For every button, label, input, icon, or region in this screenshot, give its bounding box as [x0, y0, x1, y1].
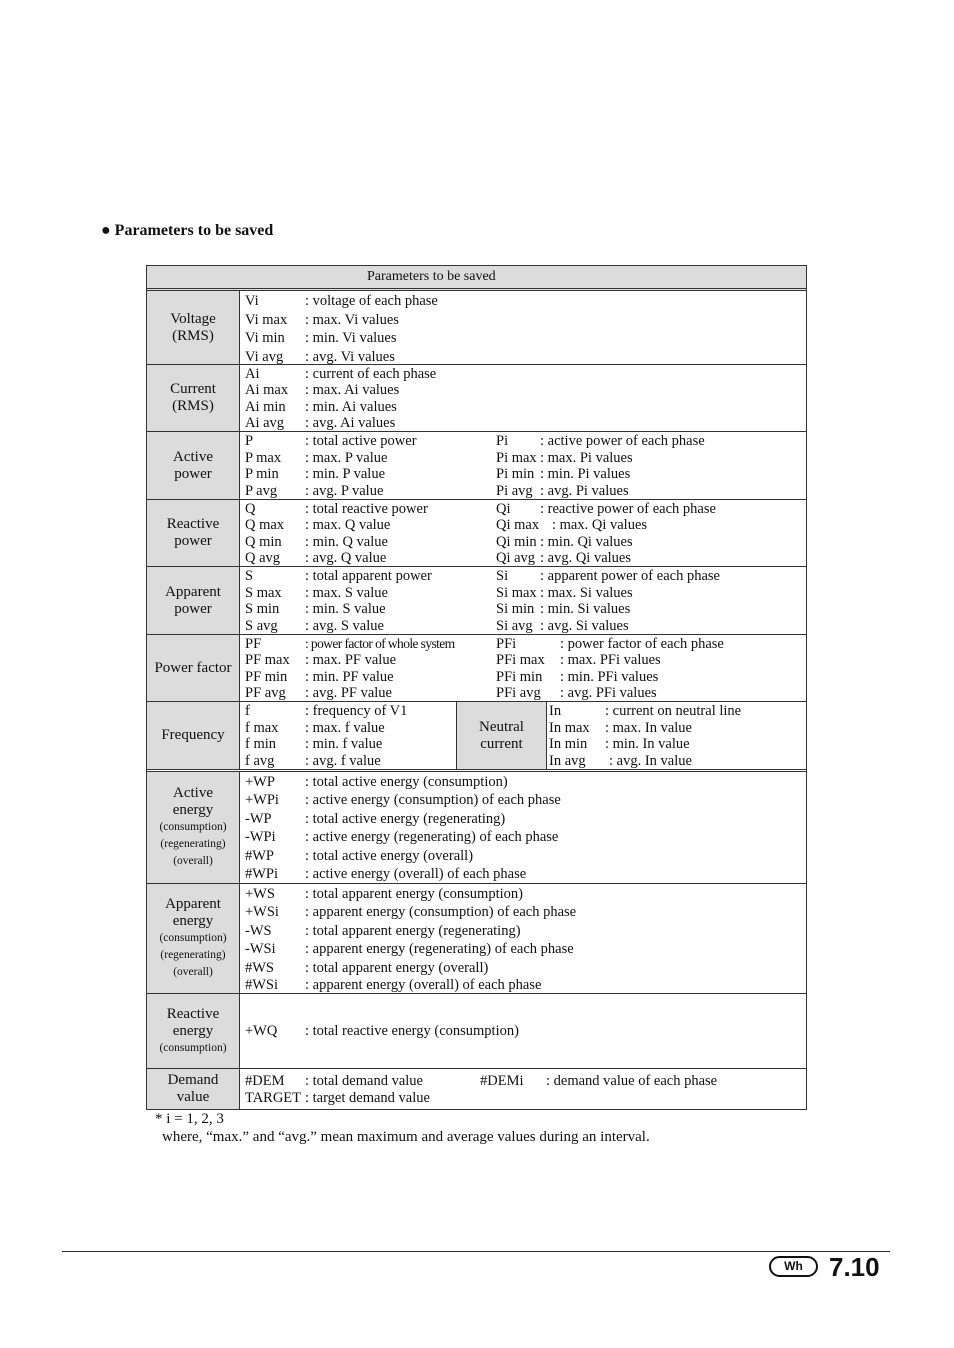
param-symbol: S	[245, 568, 254, 584]
param-desc: : min. Q value	[305, 534, 388, 550]
param-desc: : max. In value	[605, 720, 692, 736]
param-symbol: TARGET	[245, 1090, 302, 1106]
param-desc: : total apparent power	[305, 568, 432, 584]
parameter-cell	[240, 291, 806, 364]
param-desc: : min. P value	[305, 466, 386, 482]
param-desc: : min. Vi values	[305, 330, 397, 346]
category-label: power	[174, 533, 212, 549]
category-label: Demand	[167, 1072, 219, 1088]
param-symbol: PFi avg	[496, 685, 541, 701]
category-cell	[147, 1069, 240, 1109]
param-desc: : avg. PFi values	[560, 685, 657, 701]
param-symbol: Si max	[496, 585, 537, 601]
row-reactive-energy	[147, 994, 806, 1069]
param-desc: : max. Pi values	[540, 450, 633, 466]
parameter-cell	[240, 567, 806, 634]
footnote-definition: where, “max.” and “avg.” mean maximum and average values during an interval.	[162, 1129, 650, 1145]
param-symbol: f max	[245, 720, 279, 736]
param-desc: : min. PF value	[305, 669, 394, 685]
category-cell	[147, 567, 240, 634]
param-symbol: Si	[496, 568, 509, 584]
parameter-cell	[240, 365, 806, 431]
table-header-text: Parameters to be saved	[367, 269, 496, 284]
parameters-table	[146, 265, 807, 1110]
category-sublabel: (overall)	[173, 966, 213, 978]
param-desc: : avg. Ai values	[305, 415, 396, 431]
param-desc: : target demand value	[305, 1090, 430, 1106]
param-symbol: Qi max	[496, 517, 540, 533]
param-symbol: #WPi	[245, 866, 279, 882]
param-desc: : current of each phase	[305, 366, 437, 382]
parameter-cell	[240, 500, 806, 566]
param-symbol: Vi avg	[245, 349, 284, 365]
category-label: (RMS)	[172, 398, 214, 414]
category-label: value	[176, 1089, 210, 1105]
param-symbol: #DEMi	[480, 1073, 524, 1089]
category-label: Apparent	[165, 896, 221, 912]
category-cell	[147, 365, 240, 431]
param-desc: : max. Ai values	[305, 382, 400, 398]
param-desc: : active energy (consumption) of each phase	[305, 792, 561, 808]
param-symbol: In	[549, 703, 562, 719]
param-desc: : min. Ai values	[305, 399, 397, 415]
param-symbol: f min	[245, 736, 277, 752]
row-active-power	[147, 432, 806, 500]
category-sublabel: (regenerating)	[160, 949, 226, 961]
param-symbol: Pi avg	[496, 483, 533, 499]
param-desc: : min. Qi values	[540, 534, 633, 550]
param-symbol: -WS	[245, 923, 272, 939]
param-desc: : max. PFi values	[560, 652, 661, 668]
param-symbol: Qi min	[496, 534, 537, 550]
param-symbol: f avg	[245, 753, 275, 769]
param-desc: : total reactive power	[305, 501, 428, 517]
row-current	[147, 365, 806, 432]
param-symbol: +WQ	[245, 1023, 278, 1039]
category-label: power	[174, 465, 212, 482]
param-desc: : avg. Pi values	[540, 483, 629, 499]
param-desc: : total apparent energy (overall)	[305, 960, 489, 976]
param-symbol: PF	[245, 636, 262, 652]
param-symbol: PFi	[496, 636, 517, 652]
param-symbol: Q avg	[245, 550, 281, 566]
param-desc: : min. f value	[305, 736, 383, 752]
category-cell	[147, 772, 240, 883]
param-symbol: Pi max	[496, 450, 537, 466]
param-desc: : avg. Q value	[305, 550, 387, 566]
section-heading-text: Parameters to be saved	[114, 222, 274, 239]
param-desc: : apparent energy (overall) of each phase	[305, 977, 542, 993]
category-label: Neutral	[479, 718, 524, 735]
param-desc: : apparent energy (consumption) of each phase	[305, 904, 577, 920]
category-label: power	[174, 600, 212, 617]
section-heading	[101, 222, 273, 240]
param-desc: : min. Pi values	[540, 466, 631, 482]
param-desc: : max. S value	[305, 585, 388, 601]
param-symbol: P	[245, 433, 254, 449]
param-symbol: P avg	[245, 483, 278, 499]
row-demand-value	[147, 1069, 806, 1109]
param-desc: : avg. Qi values	[540, 550, 632, 566]
parameter-cell	[240, 772, 806, 883]
parameter-cell	[240, 635, 806, 701]
param-symbol: Ai avg	[245, 415, 285, 431]
param-symbol: #WS	[245, 960, 274, 976]
param-symbol: In min	[549, 736, 588, 752]
param-symbol: PF min	[245, 669, 288, 685]
param-desc: : demand value of each phase	[546, 1073, 718, 1089]
param-symbol: Ai max	[245, 382, 289, 398]
row-power-factor	[147, 635, 806, 702]
param-symbol: Ai	[245, 366, 260, 382]
param-desc: : total apparent energy (regenerating)	[305, 923, 521, 939]
parameter-cell	[240, 702, 806, 769]
param-desc: : power factor of whole system	[305, 636, 455, 651]
param-desc: : max. Q value	[305, 517, 391, 533]
parameter-cell	[240, 884, 806, 993]
param-symbol: PF max	[245, 652, 290, 668]
param-symbol: S avg	[245, 618, 278, 634]
param-desc: : max. f value	[305, 720, 385, 736]
param-symbol: +WP	[245, 774, 275, 790]
category-cell	[147, 994, 240, 1068]
param-desc: : avg. S value	[305, 618, 384, 634]
parameter-cell	[240, 1069, 806, 1109]
param-symbol: Pi min	[496, 466, 535, 482]
param-symbol: f	[245, 703, 250, 719]
param-symbol: S min	[245, 601, 280, 617]
wh-logo: Wh	[769, 1256, 818, 1277]
parameter-cell	[240, 994, 806, 1068]
param-desc: : avg. In value	[609, 753, 692, 769]
param-desc: : avg. Si values	[540, 618, 629, 634]
row-reactive-power	[147, 500, 806, 567]
category-sublabel: (regenerating)	[160, 838, 226, 850]
param-desc: : apparent power of each phase	[540, 568, 720, 584]
param-desc: : total apparent energy (consumption)	[305, 886, 523, 902]
param-symbol: Ai min	[245, 399, 286, 415]
param-desc: : max. PF value	[305, 652, 397, 668]
footer-rule	[62, 1251, 890, 1252]
param-desc: : min. Si values	[540, 601, 631, 617]
param-symbol: #WSi	[245, 977, 279, 993]
param-symbol: P min	[245, 466, 279, 482]
param-symbol: PF avg	[245, 685, 286, 701]
param-symbol: S max	[245, 585, 282, 601]
param-desc: : total active power	[305, 433, 417, 449]
category-cell	[147, 884, 240, 993]
param-symbol: Vi	[245, 293, 259, 309]
category-cell	[147, 702, 240, 769]
param-desc: : avg. f value	[305, 753, 381, 769]
param-symbol: Vi max	[245, 312, 288, 328]
param-desc: : active power of each phase	[540, 433, 705, 449]
param-symbol: +WSi	[245, 904, 279, 920]
category-label: Reactive	[166, 1005, 220, 1022]
page-number: 7.10	[829, 1252, 880, 1282]
param-symbol: Qi avg	[496, 550, 536, 566]
bullet-icon: ●	[101, 222, 111, 239]
param-symbol: Q	[245, 501, 256, 517]
category-sublabel: (overall)	[173, 855, 213, 867]
category-cell	[147, 432, 240, 499]
row-apparent-power	[147, 567, 806, 635]
param-symbol: Q min	[245, 534, 282, 550]
category-label: energy	[172, 802, 214, 818]
category-label: energy	[172, 1022, 214, 1039]
param-desc: : min. In value	[605, 736, 690, 752]
category-cell	[147, 500, 240, 566]
param-symbol: Vi min	[245, 330, 285, 346]
row-active-energy	[147, 772, 806, 884]
param-desc: : avg. Vi values	[305, 349, 395, 365]
param-symbol: Si avg	[496, 618, 533, 634]
category-sublabel: (consumption)	[159, 821, 227, 833]
category-label: Active	[173, 785, 213, 801]
category-cell	[147, 635, 240, 701]
category-sublabel: (consumption)	[159, 1041, 227, 1054]
param-symbol: Pi	[496, 433, 509, 449]
footnote-index: * i = 1, 2, 3	[155, 1111, 224, 1127]
param-symbol: #DEM	[245, 1073, 285, 1089]
param-symbol: -WSi	[245, 941, 276, 957]
parameter-cell	[240, 432, 806, 499]
row-frequency	[147, 702, 806, 772]
category-cell	[147, 291, 240, 364]
param-desc: : avg. PF value	[305, 685, 392, 701]
neutral-current-category	[456, 702, 547, 769]
category-label: (RMS)	[172, 327, 214, 344]
param-symbol: PFi max	[496, 652, 545, 668]
param-desc: : max. Vi values	[305, 312, 399, 328]
category-label: energy	[172, 913, 214, 929]
table-header	[147, 266, 806, 291]
param-symbol: #WP	[245, 848, 274, 864]
category-label: Power factor	[154, 659, 232, 676]
param-desc: : total active energy (regenerating)	[305, 811, 506, 827]
row-apparent-energy	[147, 884, 806, 994]
param-desc: : reactive power of each phase	[540, 501, 716, 517]
category-label: Current	[170, 381, 216, 397]
param-desc: : min. S value	[305, 601, 386, 617]
param-symbol: In avg	[549, 753, 586, 769]
param-desc: : min. PFi values	[560, 669, 659, 685]
category-label: Active	[173, 448, 213, 465]
param-desc: : power factor of each phase	[560, 636, 724, 652]
param-desc: : max. Qi values	[552, 517, 648, 533]
param-symbol: In max	[549, 720, 590, 736]
param-desc: : avg. P value	[305, 483, 384, 499]
param-desc: : total demand value	[305, 1073, 423, 1089]
param-desc: : max. P value	[305, 450, 388, 466]
param-desc: : total active energy (consumption)	[305, 774, 508, 790]
param-symbol: Si min	[496, 601, 535, 617]
param-desc: : voltage of each phase	[305, 293, 438, 309]
param-desc: : frequency of V1	[305, 703, 408, 719]
category-label: Apparent	[165, 583, 221, 600]
param-desc: : total reactive energy (consumption)	[305, 1023, 519, 1039]
param-desc: : apparent energy (regenerating) of each phase	[305, 941, 574, 957]
param-desc: : max. Si values	[540, 585, 633, 601]
param-symbol: Qi	[496, 501, 511, 517]
param-symbol: Q max	[245, 517, 285, 533]
param-desc: : active energy (overall) of each phase	[305, 866, 527, 882]
param-symbol: -WP	[245, 811, 272, 827]
category-label: Reactive	[166, 516, 220, 532]
param-desc: : total active energy (overall)	[305, 848, 474, 864]
param-symbol: P max	[245, 450, 282, 466]
param-symbol: PFi min	[496, 669, 543, 685]
category-sublabel: (consumption)	[159, 932, 227, 944]
row-voltage	[147, 291, 806, 365]
param-symbol: +WS	[245, 886, 275, 902]
param-symbol: +WPi	[245, 792, 279, 808]
category-label: current	[480, 735, 523, 752]
param-desc: : active energy (regenerating) of each phase	[305, 829, 559, 845]
param-symbol: -WPi	[245, 829, 276, 845]
param-desc: : current on neutral line	[605, 703, 742, 719]
category-label: Frequency	[161, 727, 225, 743]
category-label: Voltage	[170, 310, 216, 327]
